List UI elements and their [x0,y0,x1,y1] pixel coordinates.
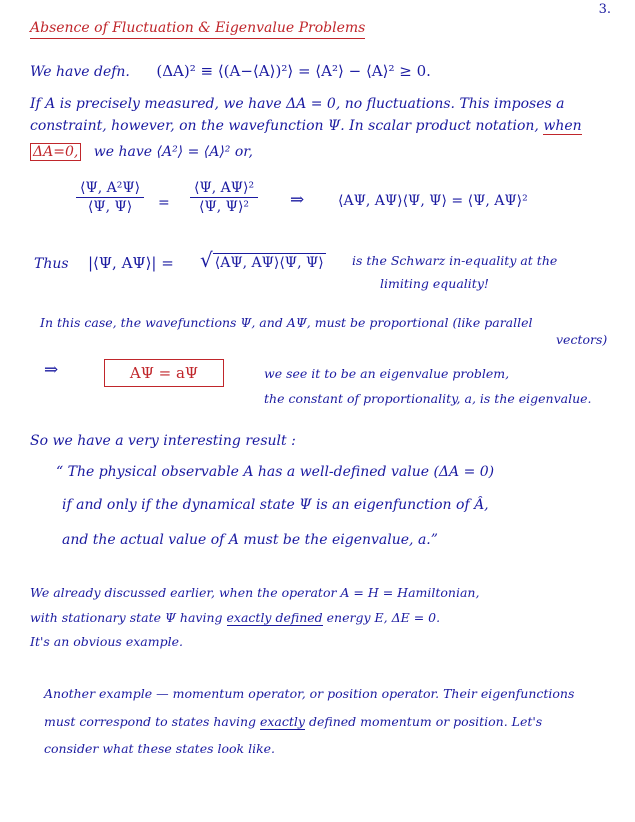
another-line2 [44,714,542,729]
implies-arrow: ⇒ [290,190,305,210]
eigen-note2: the constant of proportionality, a, is the eigenvalue. [264,391,592,406]
result-quote2: if and only if the dynamical state Ψ is an eigenfunction of Â, [62,497,489,513]
exactly-defined-underlined: exactly defined [226,610,323,625]
lhs-numerator: ⟨Ψ, A²Ψ⟩ [76,180,144,198]
hamiltonian-line1: We already discussed earlier, when the operator A = H = Hamiltonian, [30,585,480,600]
another-line2-start: must correspond to states having [44,714,256,729]
result-quote1: “ The physical observable A has a well-defined value (ΔA = 0) [56,464,495,480]
result-intro: So we have a very interesting result : [30,433,296,449]
lhs-denominator: ⟨Ψ, Ψ⟩ [87,199,133,215]
sqrt-symbol-icon: √ [200,248,213,272]
schwarz-rhs: ⟨AΨ, AΨ⟩⟨Ψ, Ψ⟩ [214,255,324,271]
exactly-underlined: exactly [259,714,305,729]
schwarz-note2: limiting equality! [380,276,489,291]
schwarz-lhs: |⟨Ψ, AΨ⟩| = [88,254,174,272]
hamiltonian-line2-start: with stationary state Ψ having [30,610,223,625]
another-line2-end: defined momentum or position. Let's [308,714,543,729]
hamiltonian-line2 [30,610,440,625]
para1-line2 [30,118,582,134]
thus-label: Thus [34,256,69,272]
para1-line3 [30,144,253,160]
page-number: 3. [598,2,611,17]
delta-a-zero-box: ΔA=0, [30,143,81,161]
para1-line1: If A is precisely measured, we have ΔA = 0, no fluctuations. This imposes a [30,96,565,112]
schwarz-sqrt [200,248,326,272]
para1-line2-text: constraint, however, on the wavefunction Ψ. In scalar product notation, [30,118,539,134]
when-underlined: when [543,118,582,134]
rhs-denominator: ⟨Ψ, Ψ⟩² [199,199,250,215]
another-line3: consider what these states look like. [44,741,276,756]
another-line1: Another example — momentum operator, or position operator. Their eigenfunctions [44,686,575,701]
proportional-line2: vectors) [556,332,608,347]
rhs-fraction [190,180,258,215]
eigen-note1: we see it to be an eigenvalue problem, [264,366,510,381]
rhs-numerator: ⟨Ψ, AΨ⟩² [190,180,258,198]
hamiltonian-line3: It's an obvious example. [30,634,183,649]
eigen-arrow: ⇒ [44,360,59,380]
result-quote3: and the actual value of A must be the eigenvalue, a.” [62,532,438,548]
para1-line3-text: we have ⟨A²⟩ = ⟨A⟩² or, [93,144,253,160]
fraction-result: ⟨AΨ, AΨ⟩⟨Ψ, Ψ⟩ = ⟨Ψ, AΨ⟩² [338,193,528,209]
hamiltonian-line2-end: energy E, ΔE = 0. [326,610,441,625]
defn-label: We have defn. [30,64,130,80]
fraction-equals: = [158,195,170,211]
defn-line [30,62,431,80]
page-title: Absence of Fluctuation & Eigenvalue Problems [30,20,365,39]
defn-formula: (ΔA)² ≡ ⟨(A−⟨A⟩)²⟩ = ⟨A²⟩ − ⟨A⟩² ≥ 0. [156,62,431,80]
eigenvalue-equation-box: AΨ = aΨ [104,359,224,387]
proportional-line1: In this case, the wavefunctions Ψ, and AΨ, must be proportional (like parallel [40,315,533,330]
schwarz-note1: is the Schwarz in-equality at the [352,253,558,268]
lhs-fraction [76,180,144,215]
